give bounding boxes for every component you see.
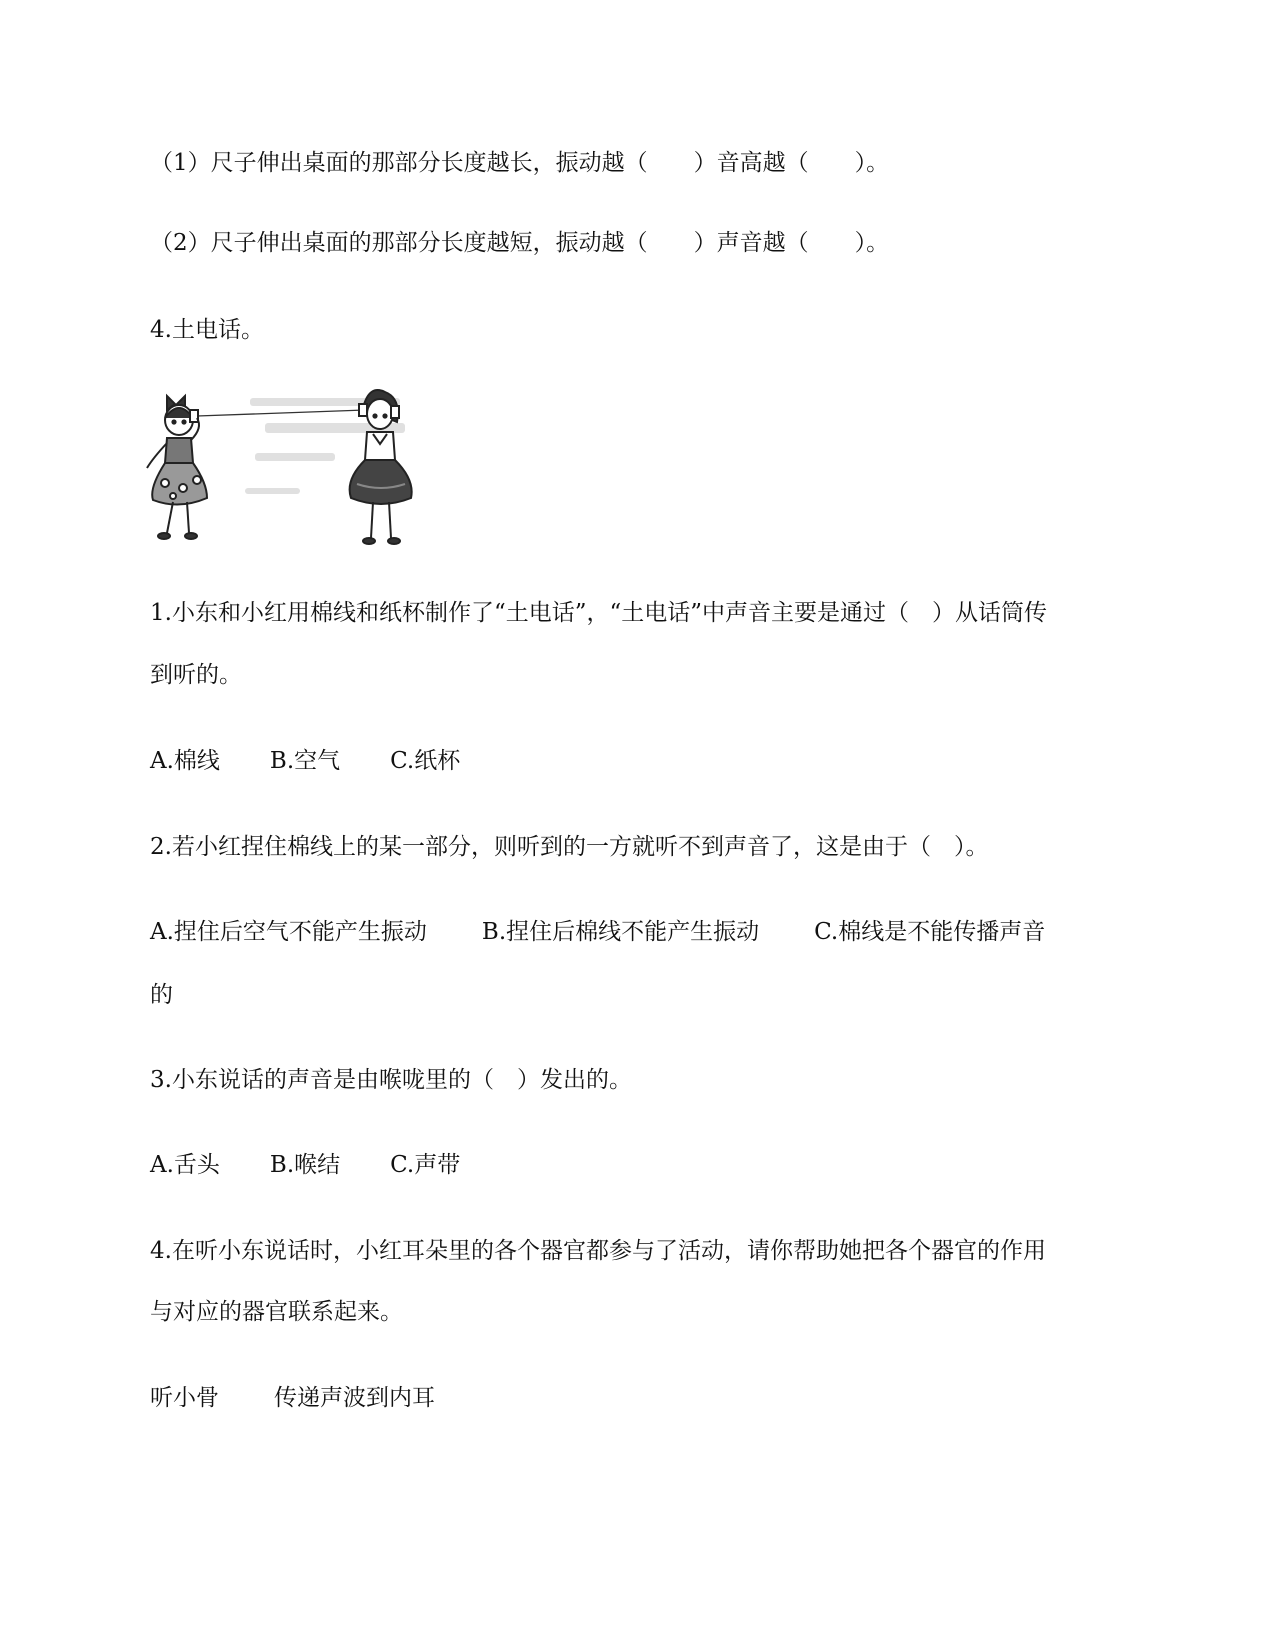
question-4-2-options [150,917,1045,947]
question-3-2: （2）尺子伸出桌面的那部分长度越短，振动越（ ）声音越（ ）。 [150,230,890,256]
option-a: A.棉线 [150,748,220,774]
option-b: B.空气 [269,748,341,774]
function-label: 传递声波到内耳 [274,1385,435,1411]
question-4-3: 3.小东说话的声音是由喉咙里的（ ）发出的。 [150,1067,632,1093]
option-c: C.纸杯 [390,748,461,774]
question-4-1-line2: 到听的。 [150,662,242,688]
option-c: C.棉线是不能传播声音 [814,919,1046,945]
question-4-4-line2: 与对应的器官联系起来。 [150,1299,403,1325]
question-4-1-line1: 1.小东和小红用棉线和纸杯制作了“土电话”，“土电话”中声音主要是通过（ ）从话筒传 [150,600,1047,626]
question-4-2: 2.若小红捏住棉线上的某一部分，则听到的一方就听不到声音了，这是由于（ ）。 [150,834,989,860]
option-b: B.捏住后棉线不能产生振动 [481,919,760,945]
question-4-1-options [150,746,460,776]
option-a: A.舌头 [150,1152,220,1178]
section-4-title: 4.土电话。 [150,317,264,343]
option-c: C.声带 [390,1152,461,1178]
option-a: A.捏住后空气不能产生振动 [150,919,427,945]
tin-can-telephone-illustration [145,388,430,568]
question-4-2-options-cont: 的 [150,982,173,1008]
question-3-1: （1）尺子伸出桌面的那部分长度越长，振动越（ ）音高越（ ）。 [150,150,890,176]
question-4-4-line1: 4.在听小东说话时，小红耳朵里的各个器官都参与了活动，请你帮助她把各个器官的作用 [150,1238,1046,1264]
organ-function-pair [150,1383,435,1413]
option-b: B.喉结 [269,1152,341,1178]
organ-label: 听小骨 [150,1385,219,1411]
question-4-3-options [150,1150,460,1180]
